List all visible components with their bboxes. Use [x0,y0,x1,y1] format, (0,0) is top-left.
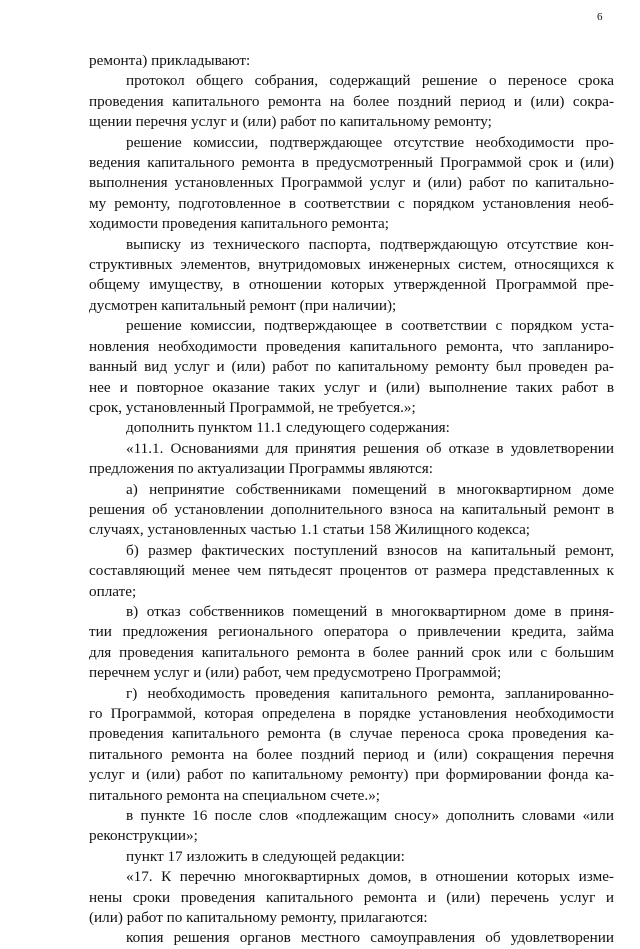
text-line: ванный вид услуг и (или) работ по капитальному ремонту был проведен ра- [89,358,614,376]
page-number: 6 [597,11,603,23]
text-line: пункт 17 изложить в следующей редакции: [126,847,405,865]
text-line: реконструкции»; [89,827,198,845]
text-line: дусмотрен капитальный ремонт (при наличии); [89,296,397,314]
text-line: (или) работ по капитальному ремонту, прилагаются: [89,909,428,927]
text-line: срок, установленный Программой, не требуется.»; [89,398,416,416]
text-line: решение комиссии, подтверждающее отсутствие необходимости про- [126,133,614,151]
text-line: ремонта) прикладывают: [89,52,251,69]
text-line: выполнения установленных Программой услуг и (или) работ по капитально- [89,174,614,192]
text-line: проведения капитального ремонта (в случае переноса срока проведения ка- [89,725,614,743]
text-line: общему имуществу, в отношении которых утвержденной Программой пре- [89,276,614,294]
text-line: «17. К перечню многоквартирных домов, в отношении которых изме- [126,868,614,886]
text-line: составляющий менее чем пятьдесят процентов от размера представленных к [89,562,614,580]
text-line: перечнем услуг и (или) работ, чем предусмотрено Программой; [89,664,502,682]
text-line: «11.1. Основаниями для принятия решения об отказе в удовлетворении [126,439,614,457]
text-line: б) размер фактических поступлений взносов на капитальный ремонт, [126,541,614,559]
text-line: нее и повторное оказание таких услуг и (или) выполнение таких работ в [89,378,614,396]
text-line: питального ремонта на специальном счете.»; [89,786,381,804]
text-line: питального ремонта на более поздний период и (или) сокращения перечня [89,745,614,763]
text-line: решения об установлении дополнительного взноса на капитальный ремонт в [89,500,614,518]
text-line: новления необходимости проведения капитального ремонта, что запланиро- [89,337,614,355]
text-line: для проведения капитального ремонта в более ранний срок или с большим [89,643,614,661]
text-line: му ремонту, подготовленное в соответствии с порядком установления необ- [89,194,614,212]
text-line: случаях, установленных частью 1.1 статьи 158 Жилищного кодекса; [89,521,531,539]
text-line: в пункте 16 после слов «подлежащим сносу» дополнить словами «или [126,807,614,825]
text-line: протокол общего собрания, содержащий решение о переносе срока [126,72,614,90]
text-line: предложения по актуализации Программы являются: [89,460,434,478]
text-line: щении перечня услуг и (или) работ по капитальному ремонту; [89,113,492,131]
text-line: го Программой, которая определена в порядке установления необходимости [89,705,614,722]
body-text [89,51,614,949]
text-line: в) отказ собственников помещений в многоквартирном доме в приня- [126,602,614,620]
text-line: копия решения органов местного самоуправления об удовлетворении [126,929,614,947]
text-line: выписку из технического паспорта, подтверждающую отсутствие кон- [126,235,614,253]
text-line: решение комиссии, подтверждающее в соответствии с порядком уста- [126,317,614,335]
text-line: услуг и (или) работ по капитальному ремонту) при формировании фонда ка- [89,766,614,784]
text-line: тии предложения регионального оператора о привлечении кредита, займа [89,623,614,641]
text-line: дополнить пунктом 11.1 следующего содержания: [126,419,450,437]
text-line: структивных элементов, внутридомовых инженерных систем, относящихся к [89,256,614,274]
text-line: ходимости проведения капитального ремонта; [89,215,389,233]
text-line: проведения капитального ремонта на более поздний период и (или) сокра- [89,92,614,110]
text-line: а) непринятие собственниками помещений в многоквартирном доме [126,480,614,498]
text-line: ведения капитального ремонта в предусмотренный Программой срок и (или) [89,154,614,172]
text-line: оплате; [89,582,137,600]
text-line: нены сроки проведения капитального ремонта и (или) перечень услуг и [89,888,614,906]
text-line: г) необходимость проведения капитального ремонта, запланированно- [126,684,614,702]
